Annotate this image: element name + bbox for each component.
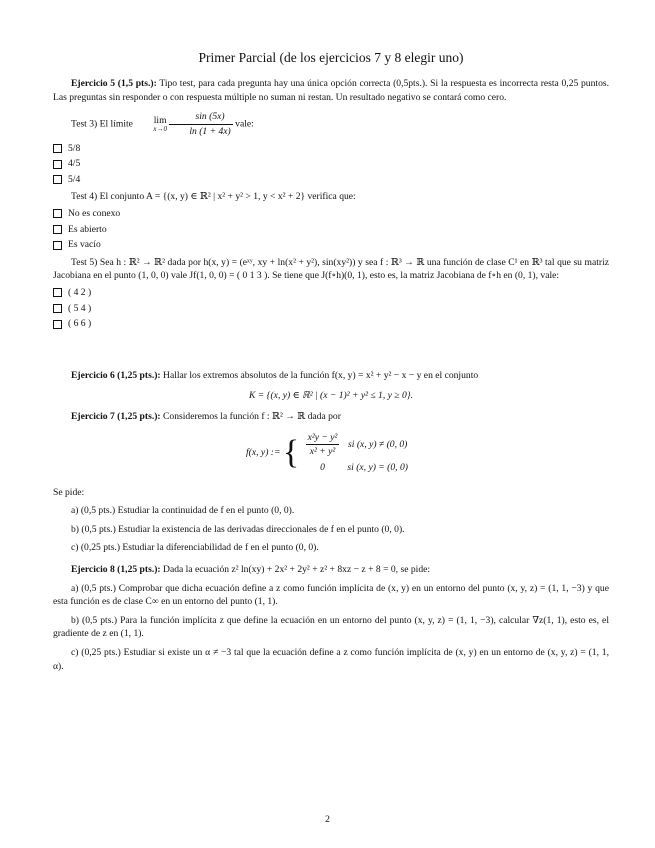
test5-option[interactable] — [53, 286, 609, 300]
function-label: f(x, y) := — [246, 446, 281, 458]
checkbox-icon[interactable] — [53, 241, 62, 250]
piecewise-function — [53, 430, 609, 476]
test4-option[interactable] — [53, 207, 609, 221]
test3-option[interactable] — [53, 142, 609, 156]
section-gap — [53, 333, 609, 369]
test3-suffix: vale: — [235, 118, 254, 130]
ej7-heading: Ejercicio 7 (1,25 pts.): — [71, 411, 161, 423]
test4-option[interactable] — [53, 238, 609, 252]
limit-word: lim — [153, 115, 167, 127]
ej7-item: a) (0,5 pts.) Estudiar la continuidad de f en el punto (0, 0). — [71, 505, 295, 517]
option-label: ( 6 6 ) — [68, 318, 92, 330]
option-label: 5/4 — [68, 173, 81, 185]
case1-numerator: x²y − y² — [306, 431, 340, 446]
cases-block — [306, 430, 416, 476]
checkbox-icon[interactable] — [53, 320, 62, 329]
ej6-text: Hallar los extremos absolutos de la función f(x, y) = x² + y² − x − y en el conjunto — [163, 369, 479, 381]
case1-denominator: x² + y² — [309, 446, 336, 458]
case2-condition: si (x, y) = (0, 0) — [347, 461, 408, 473]
ej7-item: b) (0,5 pts.) Estudiar la existencia de las derivadas direccionales de f en el punto (0, 0). — [71, 523, 405, 535]
test3-question — [53, 110, 609, 138]
ej7-paragraph — [53, 410, 609, 424]
checkbox-icon[interactable] — [53, 144, 62, 153]
case2-value: 0 — [320, 461, 325, 473]
test3-option[interactable] — [53, 157, 609, 171]
checkbox-icon[interactable] — [53, 225, 62, 234]
limit-subscript: x→0 — [153, 124, 167, 133]
ej5-heading: Ejercicio 5 (1,5 pts.): — [71, 78, 157, 90]
test3-prefix: Test 3) El límite — [71, 118, 133, 130]
case1-condition: si (x, y) ≠ (0, 0) — [348, 439, 408, 451]
checkbox-icon[interactable] — [53, 175, 62, 184]
test5-option[interactable] — [53, 302, 609, 316]
ej6-heading: Ejercicio 6 (1,25 pts.): — [71, 369, 161, 381]
test4-question: Test 4) El conjunto A = {(x, y) ∈ ℝ² | x² + y² > 1, y < x² + 2} verifica que: — [71, 191, 356, 203]
ej5-paragraph — [53, 77, 609, 104]
test5-question: Test 5) Sea h : ℝ² → ℝ² dada por h(x, y) = (eˣʸ, xy + ln(x² + y²), sin(xy²)) y sea f : ℝ³ → ℝ una función de clase C¹ en ℝ³ tal que su matriz Jacobiana en el punto (1, 0, 0) vale Jf(1, 0, 0) = ( 0 1 3 ). Se tiene que J(f∘h)(0, 1), esto es, la matriz Jacobiana de f∘h en (0, 1), vale: — [53, 256, 609, 282]
ej8-heading: Ejercicio 8 (1,25 pts.): — [71, 564, 161, 575]
ej6-paragraph — [53, 369, 609, 383]
test5-option[interactable] — [53, 317, 609, 331]
page-number: 2 — [325, 814, 330, 825]
se-pide: Se pide: — [53, 486, 85, 498]
option-label: ( 5 4 ) — [68, 302, 92, 314]
checkbox-icon[interactable] — [53, 304, 62, 313]
page-title: Primer Parcial (de los ejercicios 7 y 8 elegir uno) — [198, 50, 464, 65]
ej8-item: a) (0,5 pts.) Comprobar que dicha ecuación define a z como función implícita de (x, y) en un entorno del punto (x, y, z) = (1, 1, −3) y que esta función es de clase C∞ en un entorno del punto (1, 1). — [53, 582, 609, 608]
ej7-item: c) (0,25 pts.) Estudiar la diferenciabilidad de f en el punto (0, 0). — [71, 542, 319, 554]
option-label: 5/8 — [68, 142, 81, 154]
left-brace-icon: { — [282, 433, 300, 471]
option-label: Es abierto — [68, 223, 107, 235]
fraction-denominator: ln (1 + 4x) — [189, 125, 231, 137]
ej7-text: Consideremos la función f : ℝ² → ℝ dada por — [163, 411, 341, 423]
ej8-item: c) (0,25 pts.) Estudiar si existe un α ≠ −3 tal que la ecuación define a z como función implícita de (x, y) en un entorno de (x, y, z) = (1, 1, α). — [53, 647, 609, 672]
test4-option[interactable] — [53, 223, 609, 237]
option-label: 4/5 — [68, 158, 81, 170]
limit-fraction — [169, 110, 232, 138]
test3-option[interactable] — [53, 173, 609, 187]
checkbox-icon[interactable] — [53, 288, 62, 297]
ej8-paragraph — [53, 563, 609, 577]
ej6-set: K = {(x, y) ∈ ℝ² | (x − 1)² + y² ≤ 1, y ≥ 0}. — [248, 389, 414, 401]
option-label: ( 4 2 ) — [68, 287, 92, 299]
checkbox-icon[interactable] — [53, 160, 62, 169]
option-label: No es conexo — [68, 208, 121, 220]
limit-operator — [135, 116, 167, 133]
ej5-text: Tipo test, para cada pregunta hay una única opción correcta (0,5pts.). Si la respuesta es incorrecta resta 0,25 puntos. Las preguntas sin responder o con respuesta múltiple no suman ni restan. Un resultado negativo se contará como cero. — [53, 78, 609, 103]
checkbox-icon[interactable] — [53, 209, 62, 218]
ej8-text: Dada la ecuación z² ln(xy) + 2x² + 2y² + z² + 8xz − z + 8 = 0, se pide: — [163, 564, 431, 575]
fraction-numerator: sin (5x) — [169, 110, 232, 125]
option-label: Es vacío — [68, 239, 101, 251]
case1-fraction — [306, 431, 340, 459]
ej8-item: b) (0,5 pts.) Para la función implícita z que define la ecuación en un entorno del punto (x, y, z) = (1, 1, −3), calcular ∇z(1, 1), esto es, el gradiente de z en (1, 1). — [53, 614, 609, 640]
